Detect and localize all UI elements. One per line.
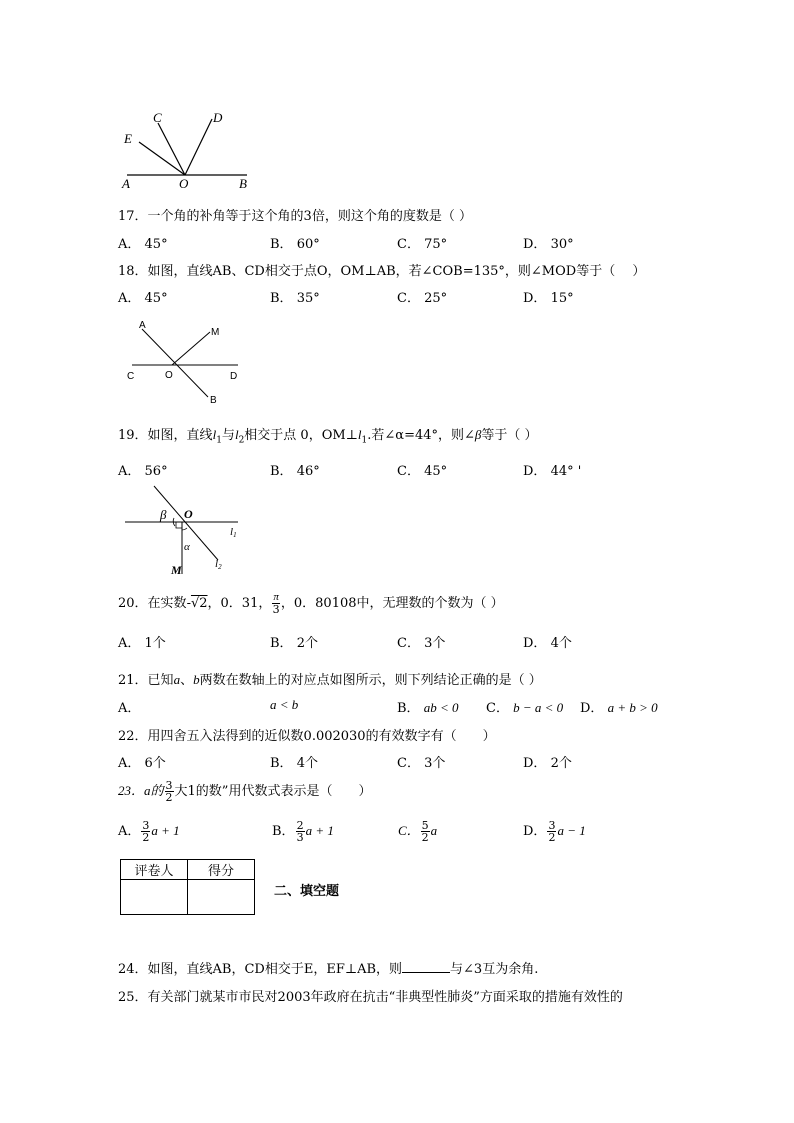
question-23: 23．a的 $\frac{3}{2}$ 大1的数”用代数式表示是（ ） (118, 779, 372, 804)
label-A: A (122, 176, 130, 190)
label-B: B (210, 395, 217, 405)
option-22-c: C． 3个 (397, 756, 446, 771)
option-22-b: B． 4个 (270, 756, 318, 771)
label-l2: l2 (215, 558, 222, 571)
option-19-c: C． 45° (397, 464, 448, 479)
option-21-c: C． b − a < 0 (486, 700, 564, 716)
option-22-a: A． 6个 (118, 756, 166, 771)
option-21-a-label: A． (118, 701, 141, 716)
option-19-d: D． 44° ' (523, 464, 582, 479)
question-text: 一个角的补角等于这个角的3倍，则这个角的度数是（ ） (147, 209, 472, 224)
label-beta: β (160, 507, 167, 522)
option-18-b: B． 35° (270, 291, 320, 306)
option-19-a: A． 56° (118, 464, 168, 479)
label-C: C (153, 110, 162, 125)
option-17-b: B． 60° (270, 237, 320, 252)
option-20-c: C． 3个 (397, 636, 446, 651)
score-table-score-cell[interactable] (188, 880, 255, 915)
label-alpha: α (184, 541, 190, 553)
question-text: 如图，直线AB、CD相交于点O，OM⊥AB，若∠COB=135°，则∠MOD等于（ ） (147, 264, 646, 279)
option-18-a: A． 45° (118, 291, 168, 306)
score-table-grader-header: 评卷人 (121, 860, 188, 880)
option-20-b: B． 2个 (270, 636, 318, 651)
option-17-d: D． 30° (523, 237, 574, 252)
option-23-b: B． $\frac{2}{3}$ a + 1 (272, 819, 334, 844)
label-D: D (230, 371, 238, 382)
question-number: 18． (118, 264, 148, 279)
option-21-b: B． ab < 0 (397, 700, 459, 716)
question-22: 22．用四舍五入法得到的近似数0.002030的有效数字有（ ） (118, 729, 496, 744)
question-number: 17． (118, 209, 148, 224)
question-18 (118, 260, 645, 279)
question-19: 19．如图，直线$l_1$与$l_2$相交于点 0，$OM\perp l_1$.若∠α=44°，则∠β等于（ ） (118, 427, 538, 446)
score-table-score-header: 得分 (188, 860, 255, 880)
option-20-a: A． 1个 (118, 636, 166, 651)
option-18-d: D． 15° (523, 291, 574, 306)
angle-figure-19 (120, 482, 250, 577)
label-M: M (171, 563, 182, 577)
label-M: M (211, 327, 220, 338)
label-O: O (184, 507, 193, 521)
question-24: 24．如图，直线AB，CD相交于E，EF⊥AB，则 与∠3互为余角. (118, 962, 539, 977)
question-25: 25．有关部门就某市市民对2003年政府在抗击“非典型性肺炎”方面采取的措施有效性的 (118, 990, 623, 1005)
option-20-d: D． 4个 (523, 636, 572, 651)
label-O: O (179, 176, 189, 190)
option-21-a: a < b (270, 697, 299, 712)
section-heading: 二、填空题 (274, 884, 340, 899)
label-C: C (127, 371, 135, 382)
option-23-a: A． $\frac{3}{2}$ a + 1 (118, 819, 180, 844)
option-17-a: A． 45° (118, 237, 168, 252)
option-21-d: D． a + b > 0 (580, 700, 658, 716)
label-D: D (213, 110, 223, 125)
angle-figure-18 (120, 315, 250, 405)
label-A: A (139, 320, 146, 331)
option-19-b: B． 46° (270, 464, 320, 479)
answer-blank[interactable] (402, 960, 450, 973)
option-18-c: C． 25° (397, 291, 448, 306)
option-17-c: C． 75° (397, 237, 448, 252)
score-table-grader-cell[interactable] (121, 880, 188, 915)
option-23-d: D． $\frac{3}{2}$ a − 1 (523, 819, 586, 844)
label-l1: l1 (230, 526, 237, 539)
question-17 (118, 205, 472, 224)
angle-figure-16 (115, 105, 260, 190)
question-21: 21．已知a、b两数在数轴上的对应点如图所示，则下列结论正确的是（ ） (118, 672, 542, 688)
label-E: E (124, 131, 132, 146)
option-22-d: D． 2个 (523, 756, 572, 771)
label-B: B (239, 176, 247, 190)
option-23-c: C． $\frac{5}{2}$ a (398, 819, 438, 844)
score-table (120, 859, 255, 915)
question-20: 20．在实数-√2，0．31， $\frac{\pi}{3}$ ，0．80108中，无理数的个数为（ ） (118, 591, 504, 616)
label-O: O (165, 370, 173, 381)
